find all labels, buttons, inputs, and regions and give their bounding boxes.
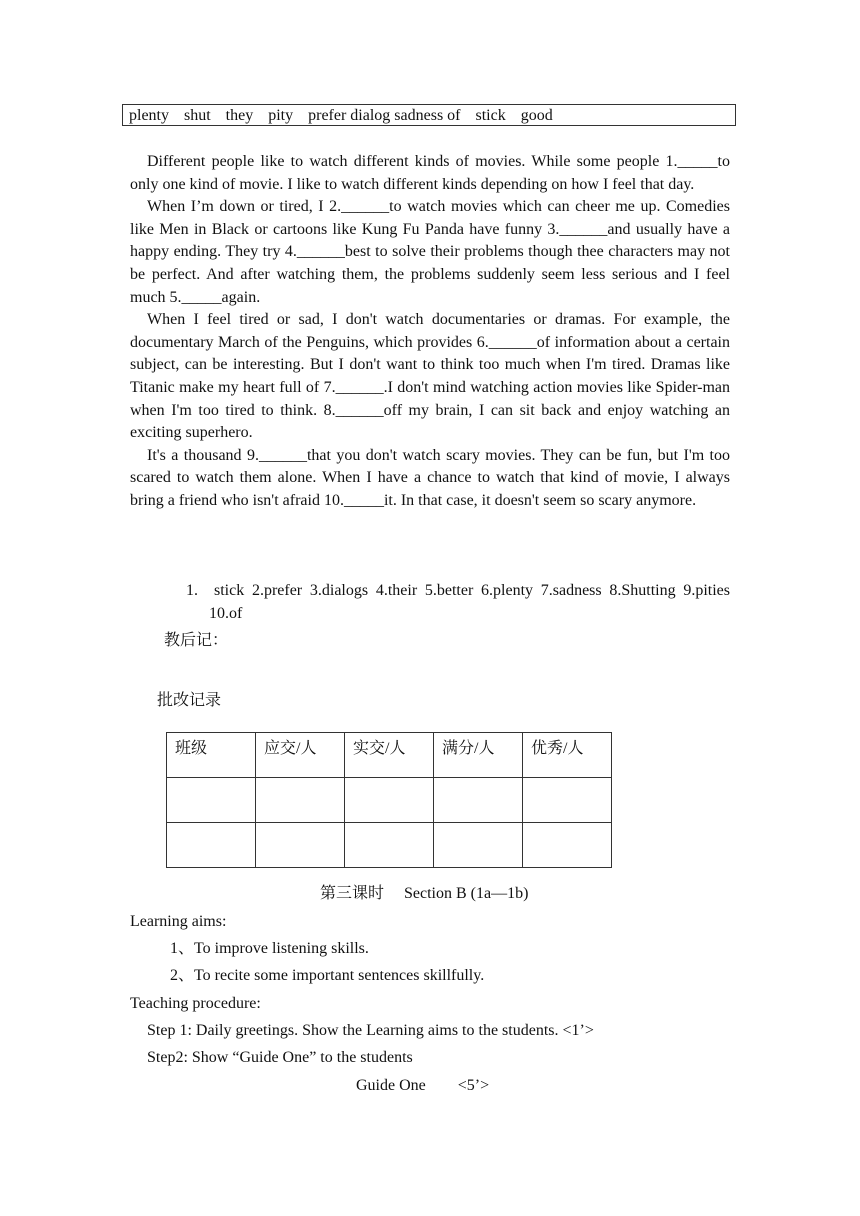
word-bank-item: prefer dialog sadness of	[308, 107, 461, 124]
passage-paragraph: Different people like to watch different kinds of movies. While some people 1._____to only one kind of movie. I like to watch different kinds depending on how I feel that day.	[130, 153, 730, 193]
table-header-cell: 应交/人	[256, 733, 345, 778]
table-cell	[345, 823, 434, 868]
word-bank-item: plenty	[129, 107, 169, 124]
table-cell	[434, 778, 523, 823]
correction-record-label: 批改记录	[157, 692, 222, 709]
passage-paragraph: It's a thousand 9.______that you don't watch scary movies. They can be fun, but I'm too scared to watch them alone. When I have a chance to watch that kind of movie, I always bring a friend who isn't afraid 10._____it. In that case, it doesn't seem so scary anymore.	[130, 446, 730, 509]
step-item: Step2: Show “Guide One” to the students	[147, 1049, 413, 1066]
teaching-procedure-label: Teaching procedure:	[130, 995, 261, 1012]
answer-key: 1. stick 2.prefer 3.dialogs 4.their 5.better 6.plenty 7.sadness 8.Shutting 9.pities 10.of	[186, 582, 730, 622]
correction-record-table	[166, 732, 612, 868]
table-header-cell: 实交/人	[345, 733, 434, 778]
cloze-passage	[130, 151, 730, 513]
table-header-cell: 优秀/人	[523, 733, 612, 778]
table-cell	[523, 823, 612, 868]
step-item: Step 1: Daily greetings. Show the Learning aims to the students. <1’>	[147, 1022, 594, 1039]
word-bank-box	[122, 104, 736, 126]
learning-aim-item: 1、To improve listening skills.	[170, 940, 369, 957]
passage-paragraph: When I feel tired or sad, I don't watch documentaries or dramas. For example, the documentary March of the Penguins, which provides 6.______of information about a certain subject, can be interesting. But I don't want to think too much when I'm tired. Dramas like Titanic make my heart full of 7.______.I don't mind watching action movies like Spider-man when I'm too tired to think. 8.______off my brain, I can sit back and enjoy watching an exciting superhero.	[130, 311, 730, 442]
table-cell	[256, 823, 345, 868]
table-row	[167, 778, 612, 823]
table-row	[167, 823, 612, 868]
word-bank-item: shut	[184, 107, 211, 124]
table-cell	[523, 778, 612, 823]
table-header-cell: 满分/人	[434, 733, 523, 778]
table-cell	[167, 778, 256, 823]
word-bank-item: good	[520, 107, 553, 124]
learning-aim-item: 2、To recite some important sentences skillfully.	[170, 967, 485, 984]
table-cell	[345, 778, 434, 823]
table-header-cell: 班级	[167, 733, 256, 778]
word-bank-item: stick	[475, 107, 506, 124]
word-bank-item: pity	[268, 107, 294, 124]
table-cell	[434, 823, 523, 868]
table-cell	[167, 823, 256, 868]
passage-paragraph: When I’m down or tired, I 2.______to watch movies which can cheer me up. Comedies like Men in Black or cartoons like Kung Fu Panda have funny 3.______and usually have a happy ending. They try 4.______best to solve their problems though thee characters may not be perfect. And after watching them, the problems suddenly seem less serious and I feel much 5._____again.	[130, 198, 730, 306]
after-class-notes-label: 教后记：	[164, 632, 229, 649]
guide-title: Guide One <5’>	[356, 1077, 490, 1094]
table-header-row	[167, 733, 612, 778]
table-cell	[256, 778, 345, 823]
learning-aims-label: Learning aims:	[130, 913, 227, 930]
word-bank-item: they	[225, 107, 254, 124]
lesson-title: 第三课时 Section B (1a—1b)	[320, 885, 529, 902]
